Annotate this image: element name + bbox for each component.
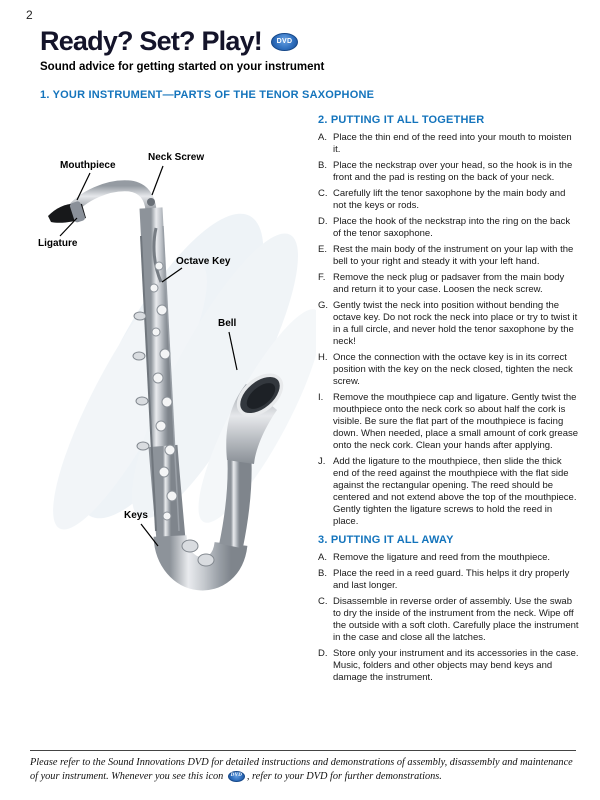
section-2-heading: 2. PUTTING IT ALL TOGETHER <box>318 114 485 126</box>
item-letter: D. <box>318 648 328 659</box>
item-text: Carefully lift the tenor saxophone by the main body and not the keys or rods. <box>333 188 566 211</box>
item-text: Remove the ligature and reed from the mouthpiece. <box>333 552 551 563</box>
item-letter: H. <box>318 352 328 363</box>
item-letter: G. <box>318 300 329 311</box>
dvd-icon-footer <box>228 771 245 782</box>
item-text: Remove the mouthpiece cap and ligature. Gently twist the mouthpiece onto the neck cork so about half the cork is visible. Be sure the flat part of the mouthpiece is facing down. When needed, place a small amount of cork grease onto the neck cork. Clean your hands after applying. <box>333 392 579 451</box>
item-text: Remove the neck plug or padsaver from the main body and return it to your case. Loosen the neck screw. <box>333 272 565 295</box>
item-text: Place the neckstrap over your head, so the hook is in the front and the pad is resting on the back of your neck. <box>333 160 573 183</box>
footer-note <box>30 750 576 783</box>
dvd-icon-label: DVD <box>276 38 293 45</box>
page-title: Ready? Set? Play! <box>40 26 262 56</box>
page-subtitle: Sound advice for getting started on your instrument <box>40 61 325 73</box>
saxophone-diagram <box>30 116 316 662</box>
page-number: 2 <box>26 8 33 22</box>
item-letter: E. <box>318 244 327 255</box>
title-row <box>40 26 298 57</box>
list-item <box>318 216 580 240</box>
diagram-label-neck-screw: Neck Screw <box>148 152 205 163</box>
item-letter: F. <box>318 272 326 283</box>
instructions-column <box>318 112 580 688</box>
item-letter: D. <box>318 216 328 227</box>
list-item <box>318 392 580 452</box>
dvd-icon-footer-label: DVD <box>230 773 243 779</box>
list-item <box>318 300 580 348</box>
item-letter: J. <box>318 456 326 467</box>
item-text: Disassemble in reverse order of assembly. Use the swab to dry the inside of the instrument from the neck. Wipe off the outside with a soft cloth. Carefully place the instrument in the case and close all the latches. <box>333 596 579 643</box>
footer-text-before: Please refer to the Sound Innovations DVD for detailed instructions and demonstrations of assembly, disassembly and maintenance of your instrument. Whenever you see this icon <box>30 757 573 782</box>
item-text: Place the hook of the neckstrap into the ring on the back of the tenor saxophone. <box>333 216 571 239</box>
list-item <box>318 648 580 684</box>
list-item <box>318 244 580 268</box>
item-text: Once the connection with the octave key is in its correct position with the key on the neck closed, tighten the neck screw. <box>333 352 573 387</box>
list-item <box>318 160 580 184</box>
list-item <box>318 568 580 592</box>
list-item <box>318 188 580 212</box>
saxophone-illustration <box>30 116 316 662</box>
item-letter: C. <box>318 188 328 199</box>
item-text: Place the thin end of the reed into your mouth to moisten it. <box>333 132 572 155</box>
item-text: Gently twist the neck into position without bending the octave key. Do not rock the neck into place or try to twist it in a full circle, and never hold the tenor saxophone by the neck! <box>333 300 578 347</box>
item-letter: B. <box>318 568 327 579</box>
list-item <box>318 272 580 296</box>
item-text: Rest the main body of the instrument on your lap with the bell to your right and steady it with your left hand. <box>333 244 574 267</box>
footer-text-after: , refer to your DVD for further demonstrations. <box>246 770 442 782</box>
diagram-label-bell: Bell <box>218 318 237 329</box>
item-letter: I. <box>318 392 324 403</box>
section-1-heading: 1. YOUR INSTRUMENT—PARTS OF THE TENOR SAXOPHONE <box>40 89 375 101</box>
item-letter: C. <box>318 596 328 607</box>
item-text: Store only your instrument and its accessories in the case. Music, folders and other objects may bend keys and damage the instrument. <box>333 648 579 683</box>
diagram-label-ligature: Ligature <box>38 238 78 249</box>
list-item <box>318 552 580 564</box>
item-text: Add the ligature to the mouthpiece, then slide the thick end of the reed against the mouthpiece with the flat side against the rectangular opening. The reed should be centered and not extend above the top of the mouthpiece. Gently tighten the ligature screws to hold the reed in place. <box>333 456 577 527</box>
diagram-label-keys: Keys <box>124 510 148 521</box>
list-item <box>318 456 580 528</box>
item-letter: A. <box>318 552 327 563</box>
list-item <box>318 596 580 644</box>
list-item <box>318 132 580 156</box>
section-3-heading: 3. PUTTING IT ALL AWAY <box>318 534 454 546</box>
diagram-label-octave-key: Octave Key <box>176 256 231 267</box>
item-text: Place the reed in a reed guard. This helps it dry properly and last longer. <box>333 568 570 591</box>
item-letter: B. <box>318 160 327 171</box>
item-letter: A. <box>318 132 327 143</box>
diagram-label-mouthpiece: Mouthpiece <box>60 160 116 171</box>
dvd-icon <box>271 33 298 51</box>
list-item <box>318 352 580 388</box>
